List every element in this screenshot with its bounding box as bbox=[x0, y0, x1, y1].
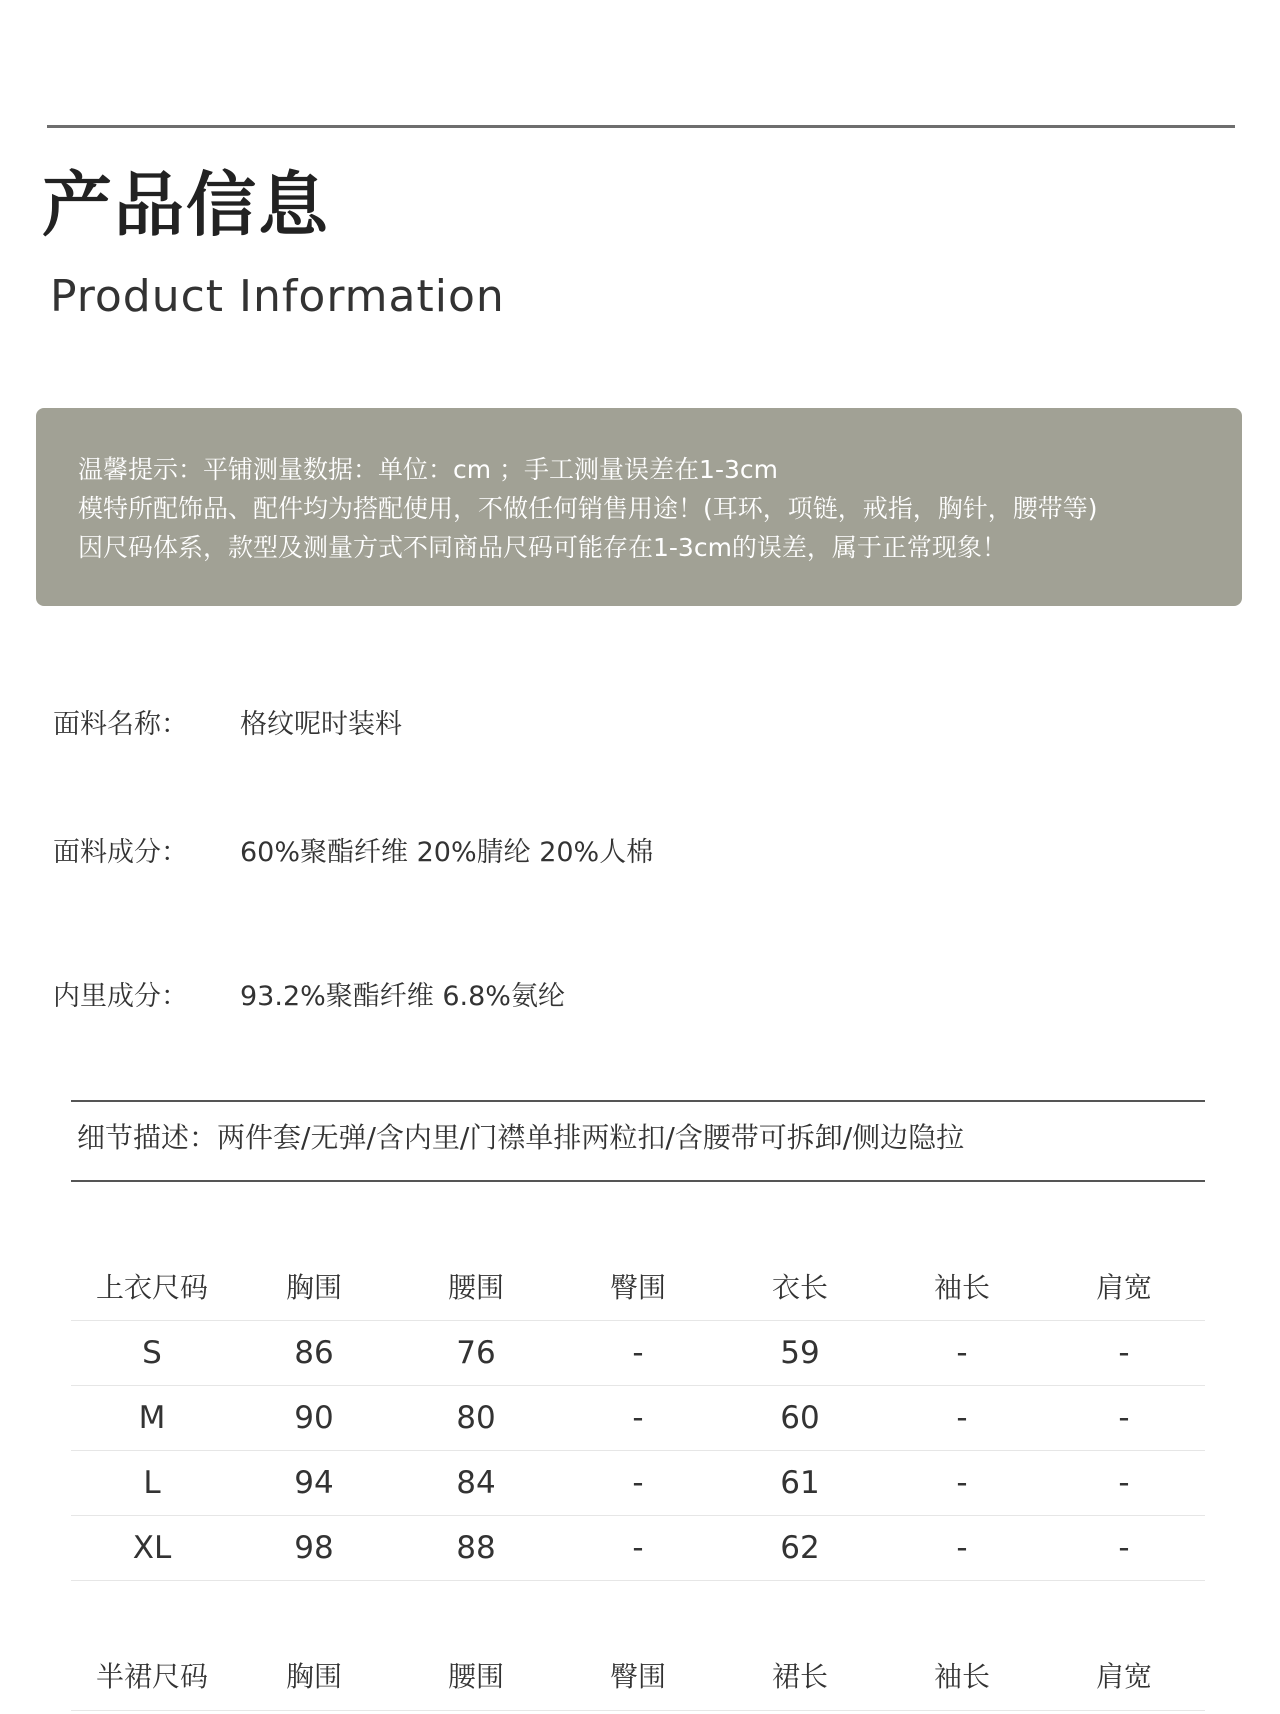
top-size-table bbox=[71, 1252, 1205, 1581]
table-cell: 88 bbox=[395, 1516, 557, 1581]
spec-lining-content bbox=[53, 983, 565, 1010]
spec-label: 面料成分： bbox=[53, 837, 188, 868]
spec-value: 93.2%聚酯纤维 6.8%氨纶 bbox=[240, 981, 565, 1012]
table-header-row bbox=[71, 1640, 1205, 1711]
table-cell: 59 bbox=[719, 1321, 881, 1386]
table-cell: - bbox=[881, 1516, 1043, 1581]
header-cell: 肩宽 bbox=[1043, 1640, 1205, 1711]
header-cell: 裙长 bbox=[719, 1640, 881, 1711]
table-row bbox=[71, 1451, 1205, 1516]
table-cell: - bbox=[557, 1451, 719, 1516]
table-cell: 98 bbox=[233, 1516, 395, 1581]
detail-description bbox=[77, 1121, 965, 1154]
table-cell: 60 bbox=[719, 1386, 881, 1451]
header-cell: 半裙尺码 bbox=[71, 1640, 233, 1711]
header-cell: 衣长 bbox=[771, 1271, 828, 1304]
table-cell: - bbox=[1043, 1451, 1205, 1516]
table-cell: 62 bbox=[719, 1516, 881, 1581]
skirt-size-table bbox=[71, 1640, 1205, 1711]
table-cell: - bbox=[557, 1321, 719, 1386]
size-notice-box bbox=[36, 408, 1242, 606]
table-cell: 94 bbox=[233, 1451, 395, 1516]
table-cell: M bbox=[71, 1386, 233, 1451]
table-cell: - bbox=[881, 1451, 1043, 1516]
header-cell: 腰围 bbox=[447, 1271, 504, 1304]
notice-line: 温馨提示：平铺测量数据：单位：cm ；手工测量误差在1-3cm bbox=[78, 455, 778, 484]
header-cell: 臀围 bbox=[609, 1271, 666, 1304]
header-cell: 胸围 bbox=[233, 1640, 395, 1711]
table-cell: 84 bbox=[395, 1451, 557, 1516]
notice-line: 模特所配饰品、配件均为搭配使用，不做任何销售用途！(耳环，项链，戒指，胸针，腰带等) bbox=[78, 494, 1098, 523]
spec-value: 格纹呢时装料 bbox=[240, 709, 402, 740]
page-subtitle: Product Information bbox=[50, 271, 505, 322]
table-row bbox=[71, 1516, 1205, 1581]
table-cell: 80 bbox=[395, 1386, 557, 1451]
table-cell: S bbox=[71, 1321, 233, 1386]
table-cell: - bbox=[881, 1321, 1043, 1386]
page-title: 产品信息 bbox=[42, 164, 330, 246]
spec-label: 内里成分： bbox=[53, 981, 188, 1012]
spec-fabric-name bbox=[53, 711, 402, 738]
header-cell: 臀围 bbox=[557, 1640, 719, 1711]
table-cell: L bbox=[71, 1451, 233, 1516]
table-row bbox=[71, 1321, 1205, 1386]
table-header-row bbox=[71, 1252, 1205, 1321]
table-cell: - bbox=[557, 1386, 719, 1451]
header-cell: 肩宽 bbox=[1095, 1271, 1152, 1304]
table-cell: 86 bbox=[233, 1321, 395, 1386]
notice-line: 因尺码体系，款型及测量方式不同商品尺码可能存在1-3cm的误差，属于正常现象！ bbox=[78, 533, 1007, 562]
table-cell: - bbox=[1043, 1321, 1205, 1386]
detail-value: 两件套/无弹/含内里/门襟单排两粒扣/含腰带可拆卸/侧边隐拉 bbox=[217, 1121, 965, 1154]
table-cell: 76 bbox=[395, 1321, 557, 1386]
table-cell: - bbox=[881, 1386, 1043, 1451]
table-row bbox=[71, 1386, 1205, 1451]
spec-label: 面料名称： bbox=[53, 709, 188, 740]
header-cell: 袖长 bbox=[881, 1640, 1043, 1711]
table-cell: XL bbox=[71, 1516, 233, 1581]
table-cell: - bbox=[557, 1516, 719, 1581]
spec-fabric-content bbox=[53, 839, 653, 866]
spec-value: 60%聚酯纤维 20%腈纶 20%人棉 bbox=[240, 837, 654, 868]
header-cell: 上衣尺码 bbox=[95, 1271, 208, 1304]
header-cell: 袖长 bbox=[933, 1271, 990, 1304]
top-divider bbox=[47, 125, 1235, 128]
detail-divider-top bbox=[71, 1100, 1205, 1102]
detail-divider-bottom bbox=[71, 1180, 1205, 1182]
table-cell: 90 bbox=[233, 1386, 395, 1451]
table-cell: 61 bbox=[719, 1451, 881, 1516]
table-cell: - bbox=[1043, 1386, 1205, 1451]
header-cell: 腰围 bbox=[395, 1640, 557, 1711]
header-cell: 胸围 bbox=[285, 1271, 342, 1304]
detail-label: 细节描述： bbox=[77, 1121, 218, 1154]
table-cell: - bbox=[1043, 1516, 1205, 1581]
